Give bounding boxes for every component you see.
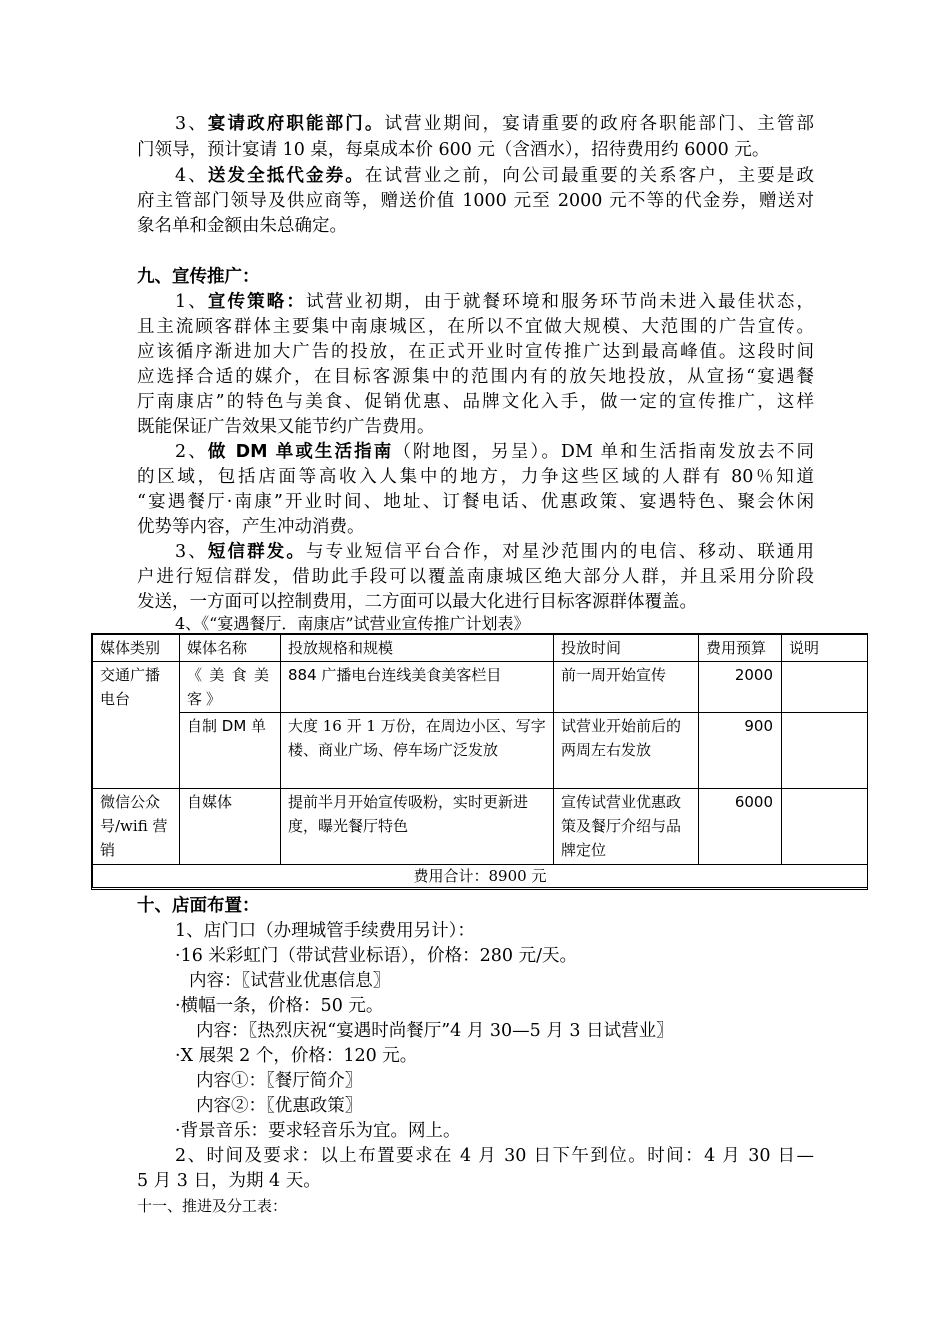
cell-spec: 提前半月开始宣传吸粉，实时更新进度，曝光餐厅特色 [281, 789, 554, 865]
storefront-line9: ·背景音乐：要求轻音乐为宜。网上。 [175, 1121, 461, 1141]
cell-note [782, 713, 868, 789]
table-total-row [93, 865, 868, 888]
bold-heading: 宴请政府职能部门。 [207, 114, 385, 134]
table-row [93, 713, 868, 789]
strategy-line3: 应该循序渐进加大广告的投放，在正式开业时宣传推广达到最高峰值。这段时间 [137, 342, 814, 362]
storefront-line10: 2、时间及要求：以上布置要求在 4 月 30 日下午到位。时间：4 月 30 日— [175, 1146, 814, 1166]
plan-table-title: 4、《“宴遇餐厅．南康店”试营业宣传推广计划表》 [175, 614, 530, 633]
header-media-name: 媒体名称 [180, 635, 281, 662]
storefront-line5: 内容：〖热烈庆祝“宴遇时尚餐厅”4 月 30—5 月 3 日试营业〗 [196, 1021, 674, 1041]
storefront-line4: ·横幅一条，价格：50 元。 [175, 996, 384, 1016]
paragraph-voucher-line1: 4、送发全抵代金券。在试营业之前，向公司最重要的关系客户，主要是政 [175, 166, 815, 186]
header-budget: 费用预算 [699, 635, 782, 662]
cell-spec: 大度 16 开 1 万份，在周边小区、写字楼、商业广场、停车场广泛发放 [281, 713, 554, 789]
promotion-plan-table [92, 634, 868, 888]
paragraph-voucher-line2: 府主管部门领导及供应商等，赠送价值 1000 元至 2000 元不等的代金券，赠送对 [137, 191, 814, 211]
sms-line2: 户进行短信群发，借助此手段可以覆盖南康城区绝大部分人群，并且采用分阶段 [137, 567, 814, 587]
cell-name: 自制 DM 单 [180, 713, 281, 789]
paragraph-banquet-line1: 3、宴请政府职能部门。试营业期间，宴请重要的政府各职能部门、主管部 [175, 114, 815, 134]
header-time: 投放时间 [554, 635, 699, 662]
cell-budget: 6000 [699, 789, 782, 865]
cell-name: 自媒体 [180, 789, 281, 865]
bold-heading: 做 DM 单或生活指南 [207, 442, 394, 462]
storefront-line11: 5 月 3 日，为期 4 天。 [137, 1171, 321, 1191]
cell-spec: 884 广播电台连线美食美客栏目 [281, 662, 554, 713]
strategy-line1: 1、宣传策略：试营业初期，由于就餐环境和服务环节尚未进入最佳状态， [175, 292, 815, 312]
dm-line3: “宴遇餐厅·南康”开业时间、地址、订餐电话、优惠政策、宴遇特色、聚会休闲 [137, 492, 814, 512]
table-header-row [93, 635, 868, 662]
cell-note [782, 789, 868, 865]
strategy-line2: 且主流顾客群体主要集中南康城区，在所以不宜做大规模、大范围的广告宣传。 [137, 317, 814, 337]
storefront-line7: 内容①：〖餐厅简介〗 [196, 1071, 363, 1091]
section-11-heading: 十一、推进及分工表： [137, 1197, 288, 1215]
cell-category: 交通广播电台 [93, 662, 180, 789]
paragraph-voucher-line3: 象名单和金额由朱总确定。 [137, 216, 347, 236]
header-media-category: 媒体类别 [93, 635, 180, 662]
strategy-line6: 既能保证广告效果又能节约广告费用。 [137, 417, 435, 437]
section-9-heading: 九、宣传推广： [137, 267, 260, 287]
cell-time: 前一周开始宣传 [554, 662, 699, 713]
storefront-line6: ·X 展架 2 个，价格：120 元。 [175, 1046, 418, 1066]
sms-line3: 发送，一方面可以控制费用，二方面可以最大化进行目标客源群体覆盖。 [137, 592, 697, 612]
cell-budget: 900 [699, 713, 782, 789]
storefront-line3: 内容：〖试营业优惠信息〗 [189, 971, 391, 991]
storefront-line2: ·16 米彩虹门（带试营业标语），价格：280 元/天。 [175, 946, 578, 966]
cell-budget: 2000 [699, 662, 782, 713]
section-10-heading: 十、店面布置： [137, 896, 260, 916]
cell-name: 《美食美客》 [180, 662, 281, 713]
table-row [93, 662, 868, 713]
bold-heading: 送发全抵代金券。 [207, 166, 365, 186]
sms-line1: 3、短信群发。与专业短信平台合作，对星沙范围内的电信、移动、联通用 [175, 542, 815, 562]
storefront-line1: 1、店门口（办理城管手续费用另计）： [175, 921, 475, 941]
header-spec: 投放规格和规模 [281, 635, 554, 662]
strategy-line4: 应选择合适的媒介，在目标客源集中的范围内有的放矢地投放，从宣扬“宴遇餐 [137, 367, 814, 387]
bold-heading: 短信群发。 [207, 542, 306, 562]
cell-time: 试营业开始前后的两周左右发放 [554, 713, 699, 789]
dm-line4: 优势等内容，产生冲动消费。 [137, 517, 365, 537]
storefront-line8: 内容②：〖优惠政策〗 [196, 1096, 363, 1116]
bold-heading: 宣传策略： [207, 292, 306, 312]
cell-time: 宣传试营业优惠政策及餐厅介绍与品牌定位 [554, 789, 699, 865]
header-note: 说明 [782, 635, 868, 662]
strategy-line5: 厅南康店”的特色与美食、促销优惠、品牌文化入手，做一定的宣传推广，这样 [137, 392, 814, 412]
cell-total: 费用合计：8900 元 [93, 865, 868, 888]
cell-category: 微信公众号/wifi 营销 [93, 789, 180, 865]
cell-note [782, 662, 868, 713]
dm-line2: 的区域，包括店面等高收入人集中的地方，力争这些区域的人群有 80％知道 [137, 467, 814, 487]
dm-line1: 2、做 DM 单或生活指南（附地图，另呈）。DM 单和生活指南发放去不同 [175, 442, 814, 462]
table-row [93, 789, 868, 865]
paragraph-banquet-line2: 门领导，预计宴请 10 桌，每桌成本价 600 元（含酒水），招待费用约 6000 元。 [137, 140, 770, 160]
